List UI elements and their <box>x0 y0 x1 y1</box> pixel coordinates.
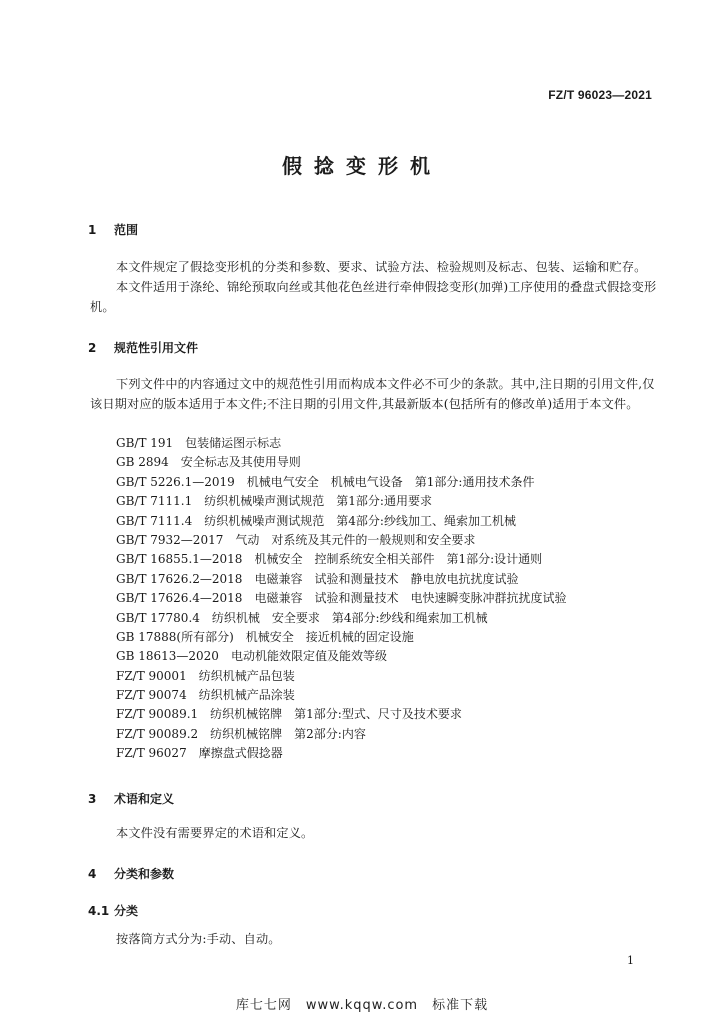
section-title: 分类 <box>114 904 139 918</box>
reference-item <box>116 512 676 531</box>
reference-item <box>116 647 676 666</box>
reference-code: GB 18613—2020 <box>116 649 219 664</box>
reference-title: 摩擦盘式假捻器 <box>198 746 283 761</box>
reference-title: 纺织机械铭牌 第1部分:型式、尺寸及技术要求 <box>210 707 462 722</box>
subsection-4-1-heading <box>88 902 138 919</box>
reference-item <box>116 744 676 763</box>
reference-code: FZ/T 90089.2 <box>116 726 199 741</box>
reference-item <box>116 725 676 744</box>
section-number: 1 <box>88 223 97 237</box>
reference-item <box>116 667 676 686</box>
reference-item <box>116 492 676 511</box>
reference-title: 机械安全 控制系统安全相关部件 第1部分:设计通则 <box>254 552 543 567</box>
section-1-paragraph-1: 本文件规定了假捻变形机的分类和参数、要求、试验方法、检验规则及标志、包装、运输和贮存。 <box>116 260 647 274</box>
section-title: 术语和定义 <box>114 792 175 806</box>
section-title: 规范性引用文件 <box>114 341 199 355</box>
reference-title: 纺织机械产品包装 <box>198 668 295 683</box>
reference-title: 机械电气安全 机械电气设备 第1部分:通用技术条件 <box>246 474 535 489</box>
reference-title: 电磁兼容 试验和测量技术 电快速瞬变脉冲群抗扰度试验 <box>254 591 567 606</box>
reference-code: GB 2894 <box>116 455 169 470</box>
document-title: 假捻变形机 <box>282 154 442 178</box>
standard-code: FZ/T 96023—2021 <box>548 88 652 102</box>
subsection-4-1-paragraph-1: 按落筒方式分为:手动、自动。 <box>116 932 281 946</box>
reference-item <box>116 609 676 628</box>
page-number: 1 <box>627 954 634 967</box>
reference-title: 机械安全 接近机械的固定设施 <box>245 629 414 644</box>
reference-code: FZ/T 96027 <box>116 746 187 761</box>
reference-code: FZ/T 90089.1 <box>116 707 199 722</box>
reference-code: GB/T 7111.1 <box>116 494 193 509</box>
reference-title: 纺织机械噪声测试规范 第4部分:纱线加工、绳索加工机械 <box>204 513 516 528</box>
reference-item <box>116 705 676 724</box>
section-title: 分类和参数 <box>114 867 175 881</box>
footer-watermark: 库七七网 www.kqqw.com 标准下载 <box>235 998 489 1013</box>
reference-item <box>116 589 676 608</box>
reference-item <box>116 628 676 647</box>
reference-item <box>116 570 676 589</box>
reference-title: 包装储运图示标志 <box>185 436 282 450</box>
reference-title: 电动机能效限定值及能效等级 <box>230 649 387 664</box>
section-number: 2 <box>88 341 97 355</box>
section-3-paragraph-1: 本文件没有需要界定的术语和定义。 <box>116 826 314 840</box>
section-2-heading <box>88 339 198 356</box>
section-2-intro: 下列文件中的内容通过文中的规范性引用而构成本文件必不可少的条款。其中,注日期的引用文件,仅该日期对应的版本适用于本文件;不注日期的引用文件,其最新版本(包括所有的修改单)适用于本文件。 <box>90 377 655 411</box>
reference-code: GB/T 5226.1—2019 <box>116 474 235 489</box>
reference-title: 电磁兼容 试验和测量技术 静电放电抗扰度试验 <box>254 571 519 586</box>
section-title: 范围 <box>114 223 139 237</box>
reference-title: 气动 对系统及其元件的一般规则和安全要求 <box>235 532 476 547</box>
section-3-heading <box>88 790 174 807</box>
section-1-heading <box>88 221 138 238</box>
reference-item <box>116 453 676 472</box>
reference-code: GB 17888(所有部分) <box>116 629 234 644</box>
reference-title: 安全标志及其使用导则 <box>180 455 301 470</box>
section-number: 4 <box>88 867 97 881</box>
normative-reference-list <box>116 434 676 764</box>
reference-code: FZ/T 90074 <box>116 688 187 703</box>
reference-title: 纺织机械 安全要求 第4部分:纱线和绳索加工机械 <box>211 610 488 625</box>
section-number: 4.1 <box>88 904 110 918</box>
reference-code: GB/T 7932—2017 <box>116 532 224 547</box>
reference-title: 纺织机械产品涂装 <box>198 688 295 703</box>
reference-item <box>116 473 676 492</box>
reference-item <box>116 550 676 569</box>
reference-title: 纺织机械噪声测试规范 第1部分:通用要求 <box>204 494 432 509</box>
section-1-paragraph-2: 本文件适用于涤纶、锦纶预取向丝或其他花色丝进行牵伸假捻变形(加弹)工序使用的叠盘式假捻变形机。 <box>90 280 657 314</box>
reference-code: GB/T 16855.1—2018 <box>116 552 243 567</box>
reference-item <box>116 531 676 550</box>
section-4-heading <box>88 865 174 882</box>
reference-code: FZ/T 90001 <box>116 668 187 683</box>
section-number: 3 <box>88 792 97 806</box>
reference-item <box>116 434 676 453</box>
reference-title: 纺织机械铭牌 第2部分:内容 <box>210 726 366 741</box>
reference-code: GB/T 7111.4 <box>116 513 193 528</box>
reference-item <box>116 686 676 705</box>
reference-code: GB/T 17626.4—2018 <box>116 591 243 606</box>
reference-code: GB/T 17626.2—2018 <box>116 571 243 586</box>
reference-code: GB/T 191 <box>116 436 174 450</box>
reference-code: GB/T 17780.4 <box>116 610 200 625</box>
